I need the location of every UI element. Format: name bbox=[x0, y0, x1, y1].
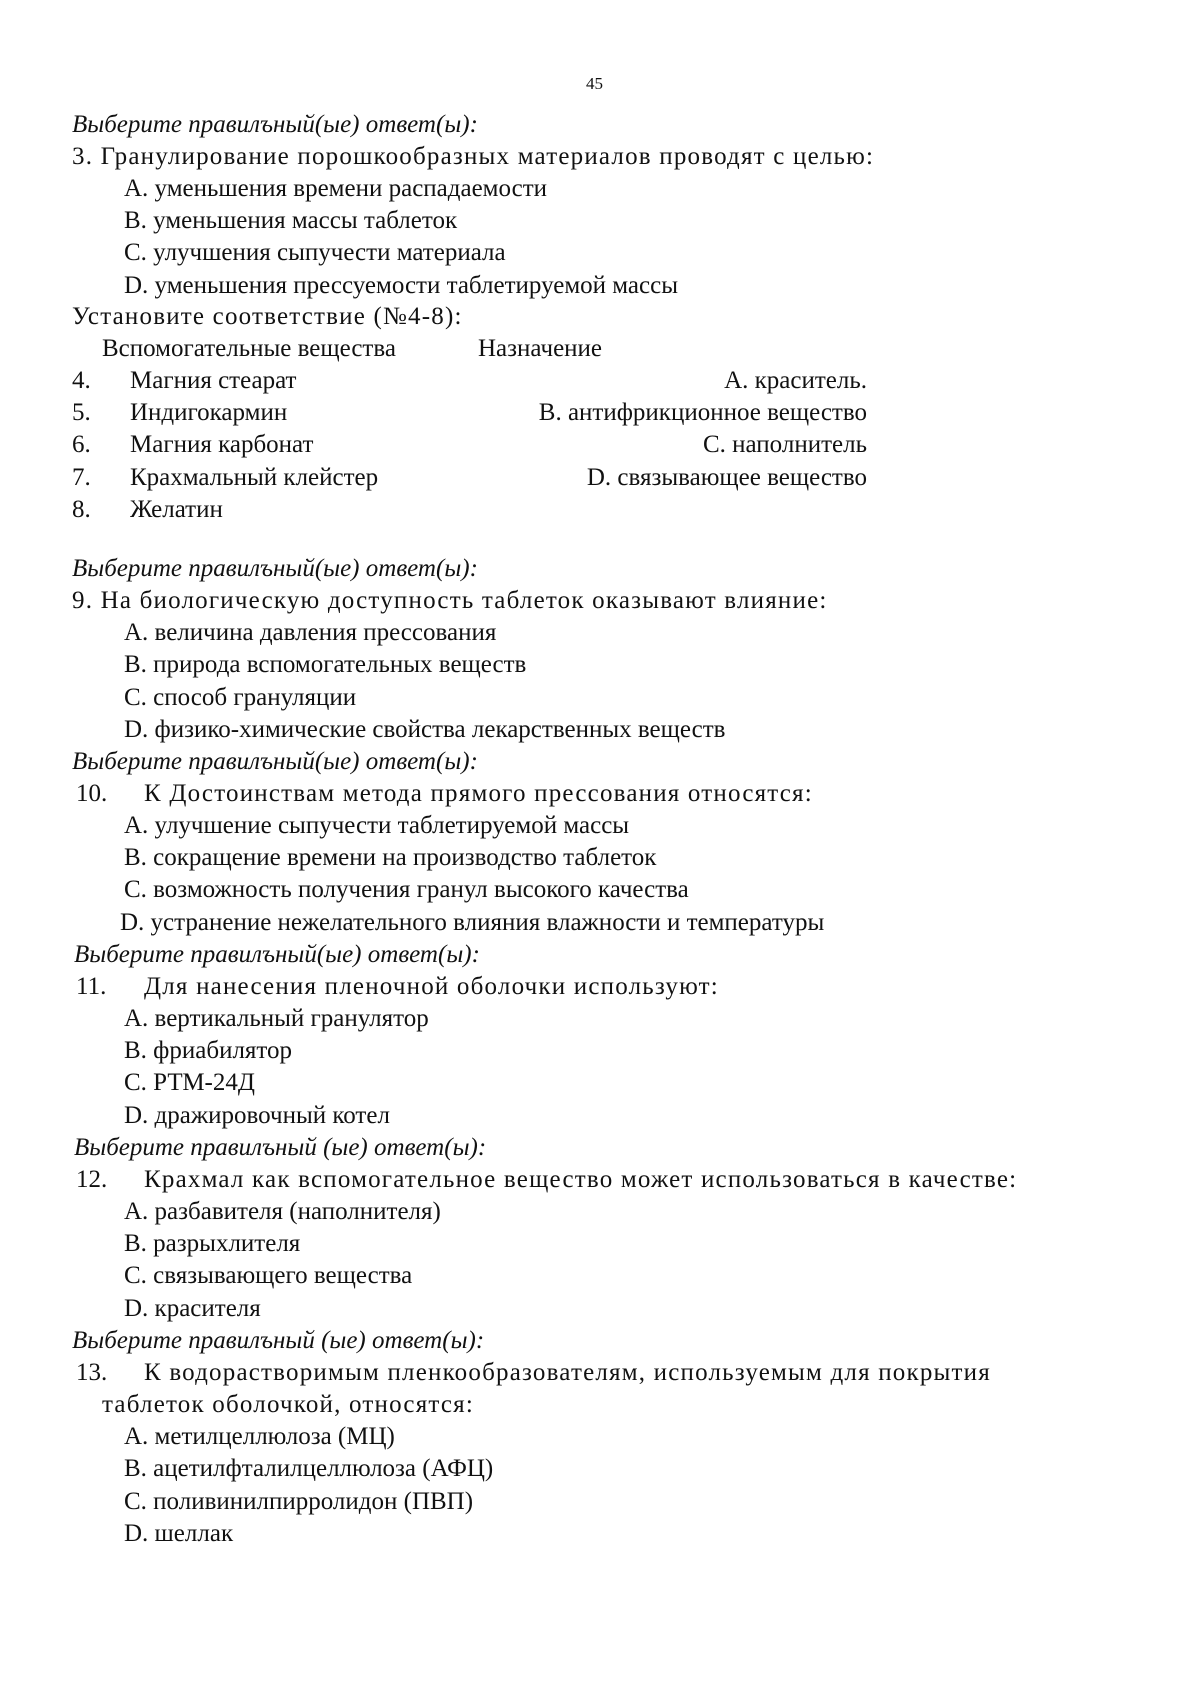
matching-title: Установите соответствие (№4-8): bbox=[72, 303, 463, 330]
q9-option-b: B. природа вспомогательных веществ bbox=[124, 651, 527, 678]
q12-option-a: A. разбавителя (наполнителя) bbox=[124, 1198, 441, 1225]
question-13-number: 13. bbox=[76, 1359, 108, 1386]
matching-purpose: A. краситель. bbox=[724, 367, 867, 394]
instruction-q11: Выберите правилъный(ые) ответ(ы): bbox=[74, 941, 480, 968]
matching-row bbox=[72, 463, 867, 493]
q3-option-c: C. улучшения сыпучести материала bbox=[124, 239, 506, 266]
matching-substance: Крахмальный клейстер bbox=[130, 464, 379, 491]
matching-num: 4. bbox=[72, 367, 91, 394]
matching-purpose: C. наполнитель bbox=[702, 431, 867, 458]
matching-substance: Индигокармин bbox=[130, 399, 288, 426]
matching-substance: Магния стеарат bbox=[130, 367, 297, 394]
instruction-q9: Выберите правилъный(ые) ответ(ы): bbox=[72, 555, 478, 582]
matching-num: 6. bbox=[72, 431, 91, 458]
question-13-continued: таблеток оболочкой, относятся: bbox=[102, 1391, 474, 1418]
instruction-q13: Выберите правилъный (ые) ответ(ы): bbox=[72, 1327, 485, 1354]
q13-option-b: B. ацетилфталилцеллюлоза (АФЦ) bbox=[124, 1455, 494, 1482]
instruction-q12: Выберите правилъный (ые) ответ(ы): bbox=[74, 1134, 487, 1161]
matching-num: 7. bbox=[72, 464, 91, 491]
q3-option-d: D. уменьшения прессуемости таблетируемой массы bbox=[124, 272, 679, 299]
q11-option-c: C. РТМ-24Д bbox=[124, 1069, 255, 1096]
q12-option-b: B. разрыхлителя bbox=[124, 1230, 301, 1257]
q13-option-a: A. метилцеллюлоза (МЦ) bbox=[124, 1423, 395, 1450]
q11-option-b: B. фриабилятор bbox=[124, 1037, 293, 1064]
q10-option-d: D. устранение нежелательного влияния влажности и температуры bbox=[120, 909, 825, 936]
question-3: 3. Гранулирование порошкообразных материалов проводят с целью: bbox=[72, 143, 875, 170]
matching-row bbox=[72, 366, 867, 396]
instruction-q3: Выберите правилъный(ые) ответ(ы): bbox=[72, 111, 478, 138]
instruction-q10: Выберите правилъный(ые) ответ(ы): bbox=[72, 748, 478, 775]
q3-option-a: A. уменьшения времени распадаемости bbox=[124, 175, 548, 202]
q3-option-b: B. уменьшения массы таблеток bbox=[124, 207, 458, 234]
question-10: К Достоинствам метода прямого прессования относятся: bbox=[144, 780, 813, 807]
matching-substance: Желатин bbox=[130, 496, 223, 523]
q9-option-a: A. величина давления прессования bbox=[124, 619, 497, 646]
q12-option-c: C. связывающего вещества bbox=[124, 1262, 413, 1289]
q10-option-b: B. сокращение времени на производство таблеток bbox=[124, 844, 657, 871]
matching-row bbox=[72, 495, 867, 525]
question-10-number: 10. bbox=[76, 780, 108, 807]
q11-option-a: A. вертикальный гранулятор bbox=[124, 1005, 429, 1032]
question-11: Для нанесения пленочной оболочки используют: bbox=[144, 973, 719, 1000]
question-11-number: 11. bbox=[76, 973, 107, 1000]
question-9: 9. На биологическую доступность таблеток оказывают влияние: bbox=[72, 587, 828, 614]
matching-purpose: B. антифрикционное вещество bbox=[538, 399, 867, 426]
matching-row bbox=[72, 398, 867, 428]
matching-purpose: D. связывающее вещество bbox=[586, 464, 867, 491]
question-13: К водорастворимым пленкообразователям, используемым для покрытия bbox=[144, 1359, 991, 1386]
q13-option-d: D. шеллак bbox=[124, 1520, 234, 1547]
q12-option-d: D. красителя bbox=[124, 1295, 261, 1322]
q11-option-d: D. дражировочный котел bbox=[124, 1102, 390, 1129]
matching-substance: Магния карбонат bbox=[130, 431, 314, 458]
page-number: 45 bbox=[586, 74, 603, 93]
q9-option-c: C. способ грануляции bbox=[124, 684, 357, 711]
matching-num: 8. bbox=[72, 496, 91, 523]
q13-option-c: C. поливинилпирролидон (ПВП) bbox=[124, 1488, 474, 1515]
matching-header-purpose: Назначение bbox=[478, 335, 603, 362]
question-12: Крахмал как вспомогательное вещество может использоваться в качестве: bbox=[144, 1166, 1018, 1193]
matching-num: 5. bbox=[72, 399, 91, 426]
q10-option-c: C. возможность получения гранул высокого качества bbox=[124, 876, 689, 903]
matching-row bbox=[72, 430, 867, 460]
q9-option-d: D. физико-химические свойства лекарственных веществ bbox=[124, 716, 726, 743]
question-12-number: 12. bbox=[76, 1166, 108, 1193]
q10-option-a: A. улучшение сыпучести таблетируемой массы bbox=[124, 812, 630, 839]
matching-header-substances: Вспомогательные вещества bbox=[102, 335, 396, 362]
